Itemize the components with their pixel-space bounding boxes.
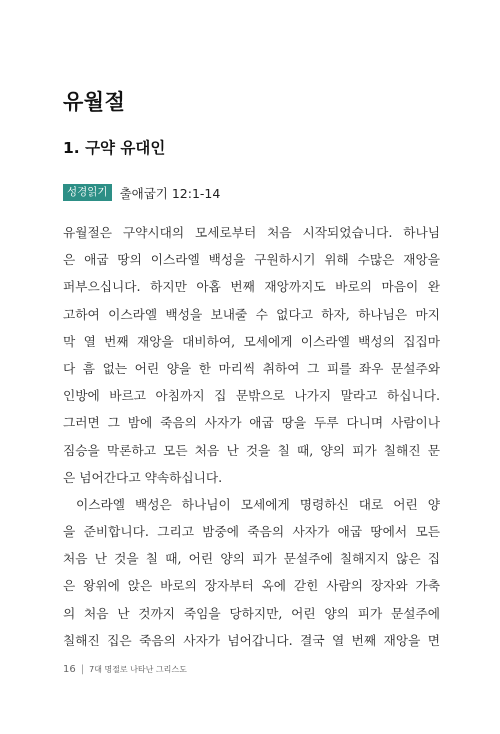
text-line: 은 왕위에 앉은 바로의 장자부터 옥에 갇힌 사람의 장자와 가축 [63, 578, 440, 594]
text-line: 칠해진 집은 죽음의 사자가 넘어갑니다. 결국 열 번째 재앙을 면 [63, 632, 440, 648]
text-line: 유월절은 구약시대의 모세로부터 처음 시작되었습니다. 하나님 [63, 225, 440, 240]
running-book-title: 7대 명절로 나타난 그리스도 [89, 665, 187, 674]
footer-divider: | [80, 664, 85, 675]
text-line: 은 애굽 땅의 이스라엘 백성을 구원하시기 위해 수많은 재앙을 [63, 252, 440, 268]
paragraph-1 [63, 219, 440, 491]
paragraph-2 [63, 491, 440, 654]
text-line: 고하여 이스라엘 백성을 보내줄 수 없다고 하자, 하나님은 마지 [63, 306, 440, 322]
text-line: 막 열 번째 재앙을 대비하여, 모세에게 이스라엘 백성의 집집마 [63, 333, 440, 349]
text-line: 인방에 바르고 아침까지 집 문밖으로 나가지 말라고 하십니다. [63, 388, 440, 404]
text-line: 퍼부으십니다. 하지만 아홉 번째 재앙까지도 바로의 마음이 완 [63, 279, 440, 295]
page-footer [63, 664, 187, 675]
scripture-reading-badge: 성경읽기 [63, 184, 112, 201]
text-line: 을 준비합니다. 그리고 밤중에 죽음의 사자가 애굽 땅에서 모든 [63, 524, 440, 540]
text-line: 이스라엘 백성은 하나님이 모세에게 명령하신 대로 어린 양 [76, 496, 440, 512]
chapter-title: 유월절 [63, 90, 126, 114]
scripture-reference: 출애굽기 12:1-14 [119, 185, 221, 201]
text-line: 짐승을 막론하고 모든 처음 난 것을 칠 때, 양의 피가 칠해진 문 [63, 442, 440, 458]
section-title: 1. 구약 유대인 [63, 139, 166, 157]
body-text [63, 219, 440, 654]
text-line: 그러면 그 밤에 죽음의 사자가 애굽 땅을 두루 다니며 사람이나 [63, 415, 440, 431]
text-line: 은 넘어간다고 약속하십니다. [63, 469, 223, 485]
text-line: 의 처음 난 것까지 죽임을 당하지만, 어린 양의 피가 문설주에 [63, 605, 440, 621]
text-line: 다 흠 없는 어린 양을 한 마리씩 취하여 그 피를 좌우 문설주와 [63, 360, 440, 376]
page-number: 16 [63, 664, 76, 675]
scripture-reading [63, 183, 220, 202]
text-line: 처음 난 것을 칠 때, 어린 양의 피가 문설주에 칠해지지 않은 집 [63, 551, 440, 567]
